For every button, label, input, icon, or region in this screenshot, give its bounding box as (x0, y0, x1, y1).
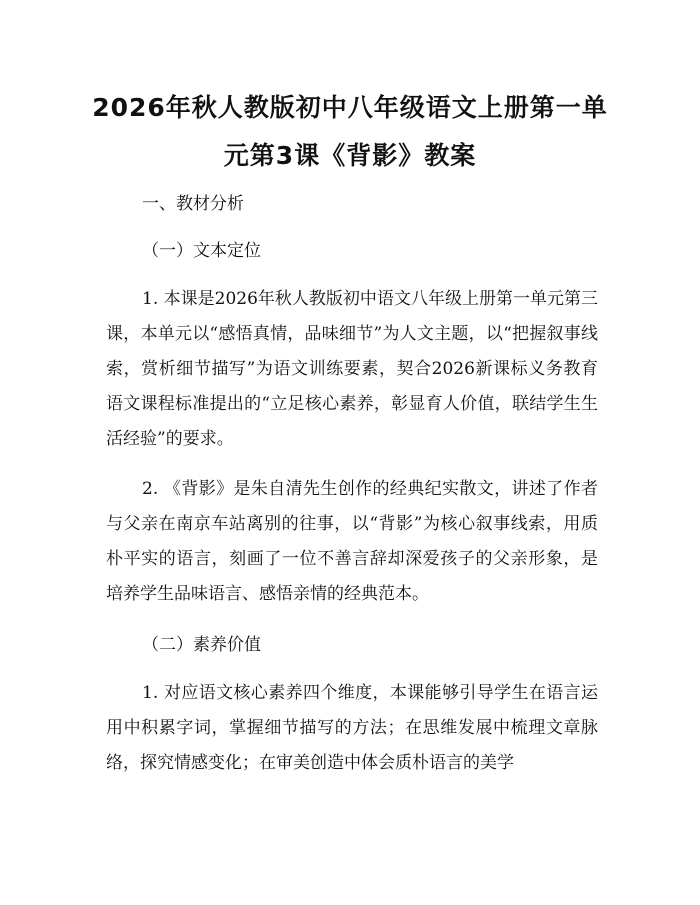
paragraph-literacy-1: 1. 对应语文核心素养四个维度，本课能够引导学生在语言运用中积累字词，掌握细节描写的方法；在思维发展中梳理文章脉络，探究情感变化；在审美创造中体会质朴语言的美学 (106, 683, 598, 773)
subsection-heading-text-positioning: （一）文本定位 (142, 241, 261, 261)
subsection-heading-literacy-value: （二）素养价值 (142, 635, 261, 655)
section-heading-textbook-analysis: 一、教材分析 (142, 194, 244, 214)
document-title-line-1: 2026年秋人教版初中八年级语文上册第一单 (92, 93, 608, 122)
paragraph-positioning-1: 1. 本课是2026年秋人教版初中语文八年级上册第一单元第三课，本单元以“感悟真情，品味细节”为人文主题，以“把握叙事线索，赏析细节描写”为语文训练要素，契合2026新课标义务教育语文课程标准提出的“立足核心素养，彰显育人价值，联结学生生活经验”的要求。 (106, 289, 598, 449)
paragraph-positioning-2: 2. 《背影》是朱自清先生创作的经典纪实散文，讲述了作者与父亲在南京车站离别的往事，以“背影”为核心叙事线索，用质朴平实的语言，刻画了一位不善言辞却深爱孩子的父亲形象，是培养学生品味语言、感悟亲情的经典范本。 (106, 479, 598, 604)
document-title-line-2: 元第3课《背影》教案 (223, 141, 477, 170)
